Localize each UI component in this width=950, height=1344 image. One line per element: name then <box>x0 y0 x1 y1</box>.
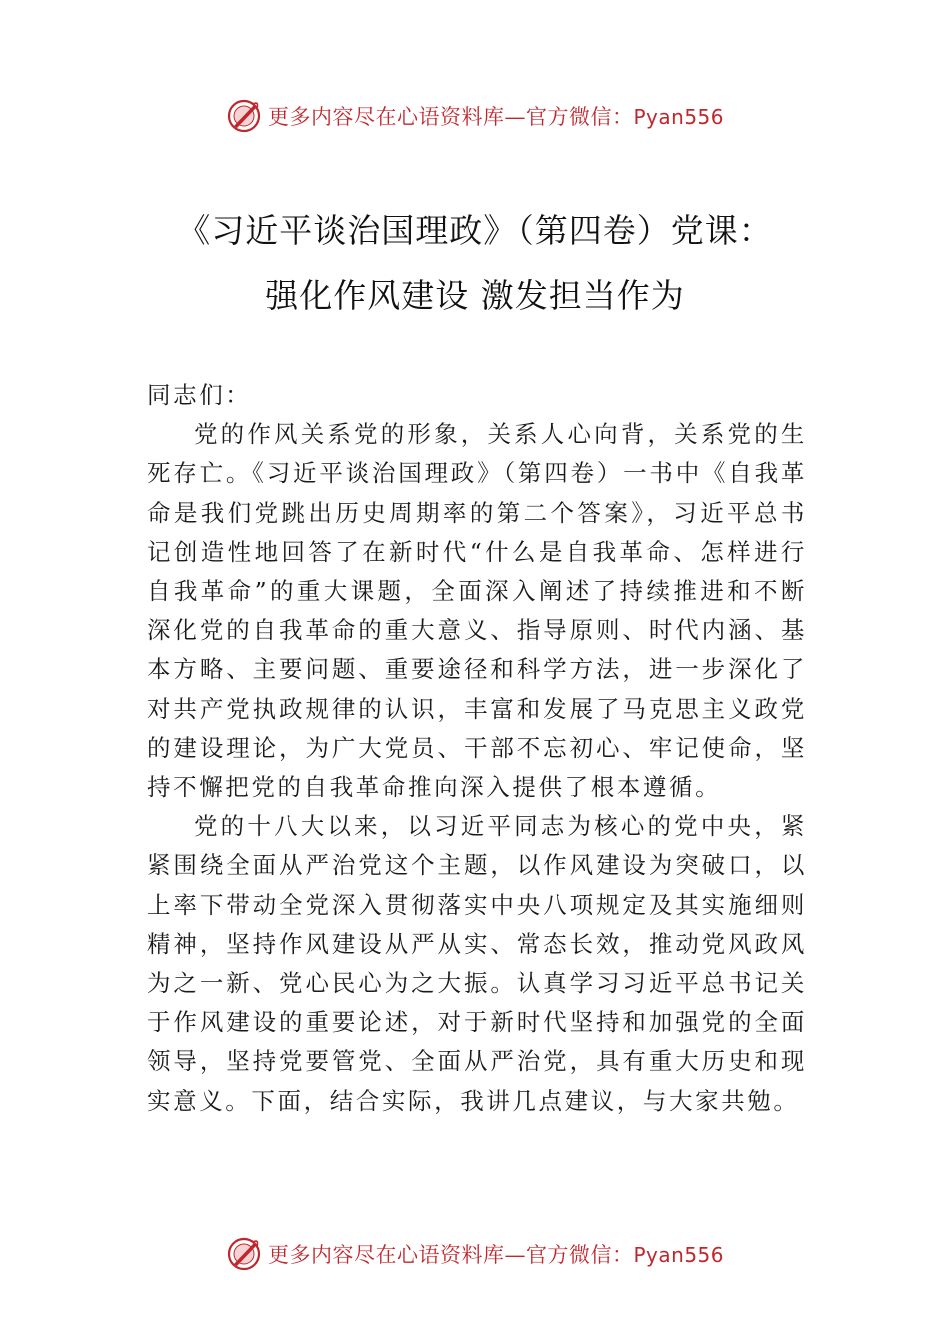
footer-wechat-id: Pyan556 <box>633 1243 724 1267</box>
document-body <box>147 376 807 1121</box>
quill-seal-icon <box>226 1236 262 1272</box>
paragraph: 党的十八大以来，以习近平同志为核心的党中央，紧紧围绕全面从严治党这个主题，以作风建设为突破口，以上率下带动全党深入贯彻落实中央八项规定及其实施细则精神，坚持作风建设从严从实、常态长效，推动党风政风为之一新、党心民心为之大振。认真学习习近平总书记关于作风建设的重要论述，对于新时代坚持和加强党的全面领导，坚持党要管党、全面从严治党，具有重大历史和现实意义。下面，结合实际，我讲几点建议，与大家共勉。 <box>147 812 807 1115</box>
header-banner <box>0 96 950 136</box>
header-banner-text: 更多内容尽在心语资料库—官方微信： <box>267 105 634 129</box>
quill-seal-icon <box>226 98 262 134</box>
footer-banner <box>0 1234 950 1274</box>
document-title: 《习近平谈治国理政》（第四卷）党课： <box>177 211 773 250</box>
footer-banner-text: 更多内容尽在心语资料库—官方微信： <box>267 1243 634 1267</box>
header-wechat-id: Pyan556 <box>633 105 724 129</box>
paragraph: 党的作风关系党的形象，关系人心向背，关系党的生死存亡。《习近平谈治国理政》（第四卷）一书中《自我革命是我们党跳出历史周期率的第二个答案》，习近平总书记创造性地回答了在新时代“什么是自我革命、怎样进行自我革命”的重大课题，全面深入阐述了持续推进和不断深化党的自我革命的重大意义、指导原则、时代内涵、基本方略、主要问题、重要途径和科学方法，进一步深化了对共产党执政规律的认识，丰富和发展了马克思主义政党的建设理论，为广大党员、干部不忘初心、牢记使命，坚持不懈把党的自我革命推向深入提供了根本遵循。 <box>147 420 807 802</box>
document-subtitle: 强化作风建设 激发担当作为 <box>265 276 685 315</box>
salutation: 同志们： <box>147 381 252 409</box>
